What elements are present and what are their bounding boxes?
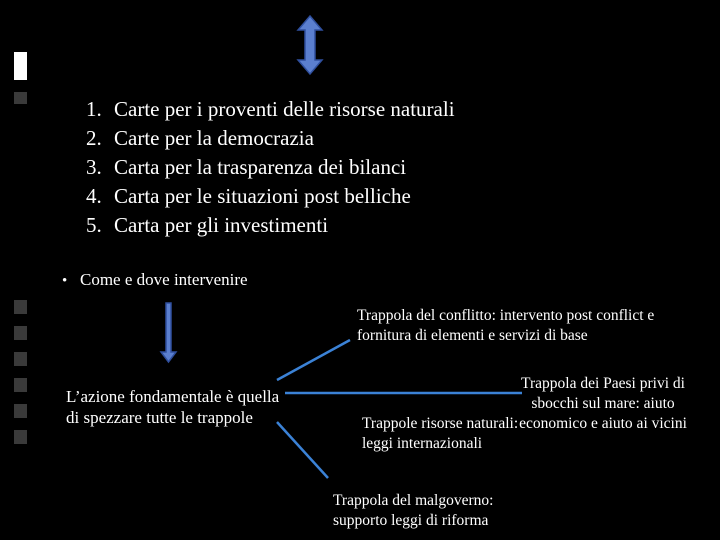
list-item: 1. Carte per i proventi delle risorse naturali	[86, 97, 455, 121]
trap-landlocked: Trappola dei Paesi privi di sbocchi sul mare: aiuto economico e aiuto ai vicini	[519, 375, 687, 432]
bullet-symbol: •	[62, 273, 68, 289]
list-item: 3. Carta per la trasparenza dei bilanci	[86, 155, 407, 179]
vertical-bar-arrow-icon	[161, 303, 176, 362]
trap-misgovernance: Trappola del malgoverno: supporto leggi di riforma	[333, 492, 494, 529]
main-statement: L’azione fondamentale è quella di spezzare tutte le trappole	[66, 387, 280, 427]
list-item: 4. Carta per le situazioni post belliche	[86, 184, 411, 208]
bullet-item	[62, 270, 248, 290]
bullet-text: Come e dove intervenire	[80, 270, 248, 289]
trap-resources: Trappole risorse naturali: leggi internazionali	[362, 415, 519, 452]
list-item: 2. Carte per la democrazia	[86, 126, 314, 150]
connector-to-misgovernance	[277, 422, 328, 478]
connector-to-conflict	[277, 340, 350, 380]
list-item: 5. Carta per gli investimenti	[86, 213, 329, 237]
trap-conflict: Trappola del conflitto: intervento post conflict e fornitura di elementi e servizi di base	[357, 307, 655, 344]
numbered-list	[86, 95, 455, 240]
up-down-arrow-icon	[298, 16, 322, 74]
